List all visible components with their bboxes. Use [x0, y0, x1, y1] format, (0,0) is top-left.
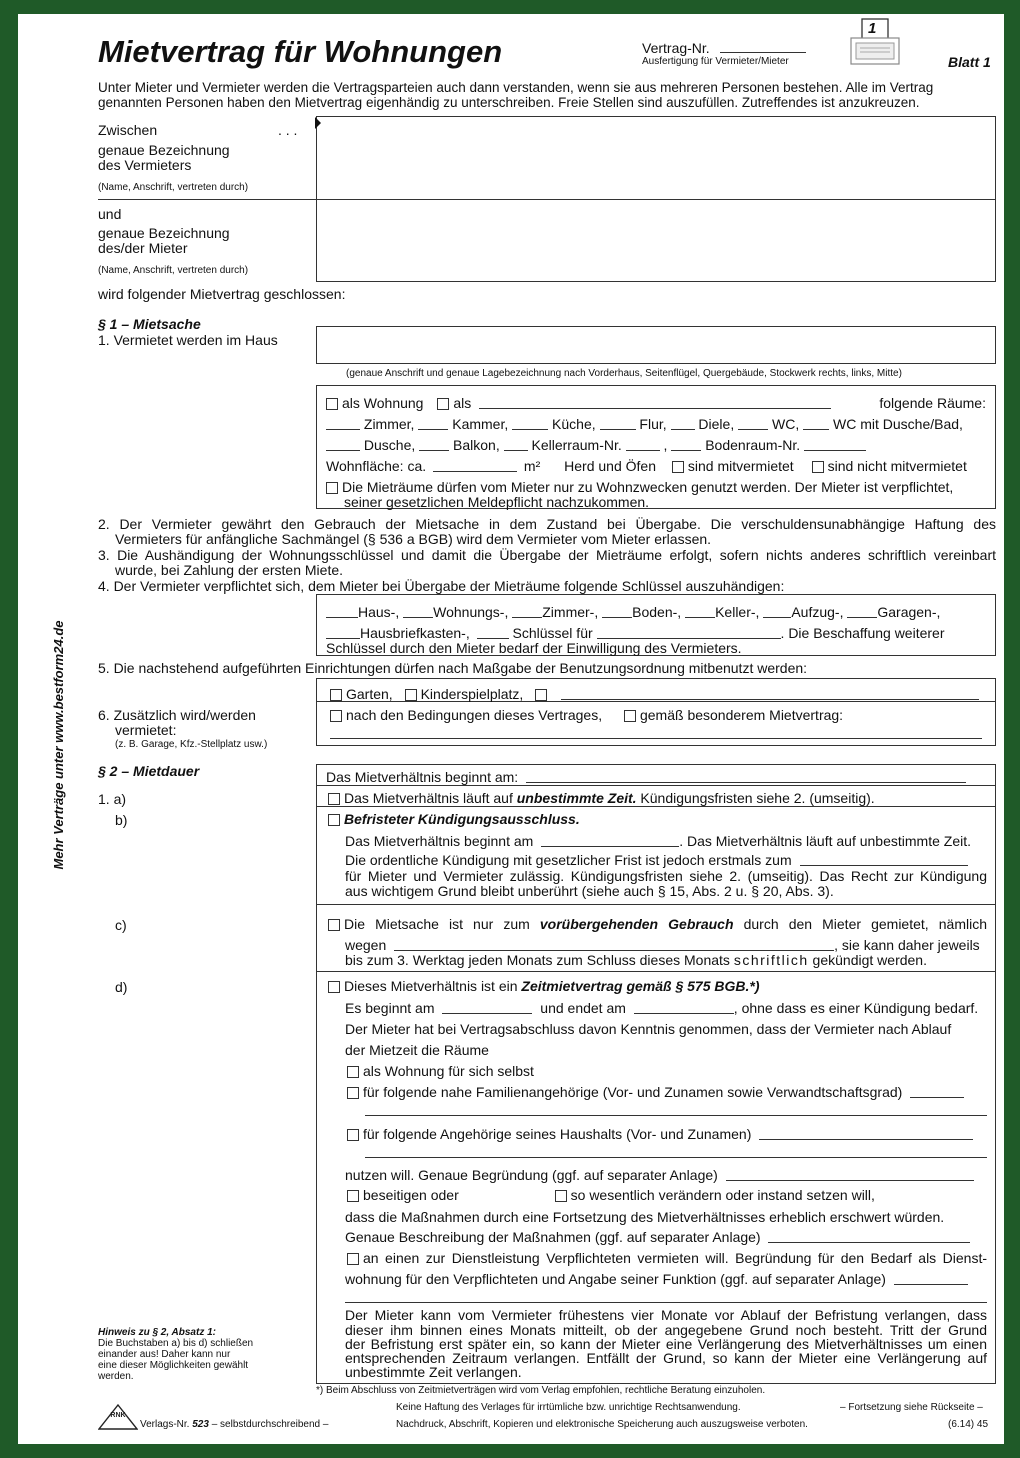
rooms-row-3: Dusche, Balkon, Kellerraum-Nr. , Bodenraum-Nr.	[326, 437, 866, 453]
intro-line-2: genannten Personen haben den Mietvertrag eigenhändig zu unterschreiben. Freie Stellen sind auszufüllen. Zutreffendes ist anzukreuzen.	[98, 95, 920, 110]
option-d-line-2: Es beginnt am und endet am , ohne dass es einer Kündigung bedarf.	[345, 1000, 979, 1016]
footer-haftung: Keine Haftung des Verlages für irrtümliche bzw. unrichtige Rechtsanwendung.	[396, 1402, 741, 1413]
option-b-line-2: Die ordentliche Kündigung mit gesetzlicher Frist ist jedoch erstmals zum	[345, 852, 968, 868]
vertrag-nr-field[interactable]	[720, 52, 806, 53]
section-2-heading: § 2 – Mietdauer	[98, 763, 200, 779]
option-c-row: Die Mietsache ist nur zum vorübergehenden Gebrauch durch den Mieter gemietet, nämlich	[328, 916, 987, 932]
rooms-row-2: Zimmer, Kammer, Küche, Flur, Diele, WC, WC mit Dusche/Bad,	[326, 416, 963, 432]
other-key-field[interactable]	[597, 627, 781, 639]
mieter-label-2: des/der Mieter	[98, 240, 188, 256]
section-1-heading: § 1 – Mietsache	[98, 316, 201, 332]
contract-sheet	[18, 14, 1004, 1444]
rooms-row-1: als Wohnung als folgende Räume:	[326, 395, 986, 411]
mietdauer-divider-1	[316, 785, 996, 786]
beginnt-label: Das Mietverhältnis beginnt am:	[326, 769, 966, 785]
facilities-row: Garten, Kinderspielplatz,	[330, 686, 979, 702]
als-wohnung-checkbox[interactable]	[326, 398, 338, 410]
option-c-checkbox[interactable]	[328, 919, 340, 931]
other-facility-field[interactable]	[561, 688, 979, 700]
mieter-note: (Name, Anschrift, vertreten durch)	[98, 265, 249, 276]
garten-checkbox[interactable]	[330, 689, 342, 701]
als-field[interactable]	[479, 397, 831, 409]
additional-field[interactable]	[330, 738, 982, 739]
befristung-para-1: Der Mieter kann vom Vermieter frühestens vier Monate vor Ablauf der Befristung verlangen, dass	[345, 1307, 987, 1323]
haushalt-field[interactable]	[759, 1128, 973, 1140]
vermieter-label-2: des Vermieters	[98, 157, 192, 173]
option-c-line-3: bis zum 3. Werktag jeden Monats zum Schluss dieses Monats schriftlich gekündigt werden.	[345, 952, 927, 968]
garagen-key-field[interactable]	[847, 606, 877, 618]
kinderspielplatz-checkbox[interactable]	[405, 689, 417, 701]
hint-line-4: werden.	[98, 1371, 134, 1382]
s1-item-4: 4. Der Vermieter verpflichtet sich, dem Mieter bei Übergabe der Mieträume folgende Schlüssel auszuhändigen:	[98, 578, 785, 594]
veraendern-checkbox[interactable]	[555, 1190, 567, 1202]
address-note: (genaue Anschrift und genaue Lagebezeichnung nach Vorderhaus, Seitenflügel, Quergebäude, Stockwerk rechts, links, Mitte)	[346, 368, 902, 379]
flur-field[interactable]	[600, 418, 636, 430]
option-b-checkbox[interactable]	[328, 814, 340, 826]
ausfertigung-note: Ausfertigung für Vermieter/Mieter	[642, 56, 789, 67]
logo-letter-r: RNK	[110, 1412, 126, 1419]
option-d-beschreibung: Genaue Beschreibung der Maßnahmen (ggf. auf separater Anlage)	[345, 1229, 970, 1245]
hint-line-1: Die Buchstaben a) bis d) schließen	[98, 1338, 254, 1349]
option-b-label: b)	[115, 812, 128, 828]
balkon-field[interactable]	[419, 439, 449, 451]
mietdauer-divider-4	[316, 971, 996, 972]
wohnungs-key-field[interactable]	[403, 606, 433, 618]
contract-closing: wird folgender Mietvertrag geschlossen:	[98, 286, 346, 302]
other-key-count-field[interactable]	[477, 627, 509, 639]
address-field[interactable]	[316, 326, 996, 364]
befristung-para-4: entsprechenden Zeitraum verlangen. Entfällt der Grund, so kann der Mieter eine Verlängerung auf	[345, 1350, 987, 1366]
wc-field[interactable]	[738, 418, 768, 430]
zimmer-key-field[interactable]	[512, 606, 542, 618]
option-d-line-3: Der Mieter hat bei Vertragsabschluss davon Kenntnis genommen, dass der Vermieter nach Ablauf	[345, 1021, 952, 1037]
nutzen-begruendung-field[interactable]	[726, 1169, 974, 1181]
zimmer-field[interactable]	[326, 418, 360, 430]
wohnflaeche-field[interactable]	[433, 460, 517, 472]
option-b-line-4: aus wichtigem Grund bleibt unberührt (siehe auch § 15, Abs. 2 u. § 20, Abs. 3).	[345, 883, 834, 899]
vertrag-nr-label: Vertrag-Nr.	[642, 40, 710, 56]
hausbrief-key-field[interactable]	[326, 627, 360, 639]
option-d-opt-1: als Wohnung für sich selbst	[347, 1063, 534, 1079]
hint-line-3: eine dieser Möglichkeiten gewählt	[98, 1360, 249, 1371]
familie-field[interactable]	[910, 1086, 964, 1098]
option-d-nutzen: nutzen will. Genaue Begründung (ggf. auf separater Anlage)	[345, 1167, 974, 1183]
parties-divider	[98, 199, 996, 200]
wohnzweck-checkbox[interactable]	[326, 482, 338, 494]
option-a-label: 1. a)	[98, 791, 127, 807]
option-d-opt-3: für folgende Angehörige seines Haushalts (Vor- und Zunamen)	[347, 1126, 973, 1142]
copy-stamp-icon	[848, 18, 902, 68]
familie-field-line-2[interactable]	[365, 1115, 987, 1116]
option-d-row: Dieses Mietverhältnis ist ein Zeitmietvertrag gemäß § 575 BGB.*)	[328, 978, 760, 994]
dienst-begruendung-field[interactable]	[894, 1273, 968, 1285]
option-c-label: c)	[115, 917, 127, 933]
option-d-line-4: der Mietzeit die Räume	[345, 1042, 489, 1058]
nach-bedingungen-checkbox[interactable]	[330, 710, 342, 722]
beseitigen-checkbox[interactable]	[347, 1190, 359, 1202]
option-d-checkbox[interactable]	[328, 981, 340, 993]
befristung-para-3: der Befristung erst später ein, so kann der Mieter eine Verlängerung des Mietverhältnisses um einen	[345, 1336, 987, 1352]
footer-version: (6.14) 45	[948, 1419, 989, 1430]
haushalt-checkbox[interactable]	[347, 1129, 359, 1141]
diele-field[interactable]	[671, 418, 695, 430]
und-label: und	[98, 206, 122, 222]
mitvermietet-checkbox[interactable]	[672, 461, 684, 473]
footer-fortsetzung: – Fortsetzung siehe Rückseite –	[840, 1402, 983, 1413]
s1-item-3-line-1: 3. Die Aushändigung der Wohnungsschlüssel und damit die Übergabe der Mieträume erfolgt, sofern nichts anderes schriftlich vereinbart	[98, 547, 996, 563]
wohnzweck-row: Die Mieträume dürfen vom Mieter nur zu Wohnzwecken genutzt werden. Der Mieter ist verpflichtet,	[326, 479, 953, 495]
option-a-row: Das Mietverhältnis läuft auf unbestimmte Zeit. Kündigungsfristen siehe 2. (umseitig).	[328, 790, 875, 806]
massnahmen-beschreibung-field[interactable]	[768, 1231, 970, 1243]
hint-line-2: einander aus! Daher kann nur	[98, 1349, 231, 1360]
s1-item-6-line-2: vermietet:	[115, 722, 177, 738]
zwischen-dots: . . .	[278, 122, 298, 138]
mietdauer-divider-3	[316, 904, 996, 905]
s1-item-6-line-1: 6. Zusätzlich wird/werden	[98, 707, 256, 723]
option-b-start-field[interactable]	[541, 835, 679, 847]
vermieter-note: (Name, Anschrift, vertreten durch)	[98, 182, 249, 193]
bodenraum-field[interactable]	[671, 439, 701, 451]
dienst-field-line-2[interactable]	[345, 1302, 987, 1303]
option-d-dienst-row: an einen zur Dienstleistung Verpflichteten vermieten will. Begründung für den Bedarf als Dienst-	[347, 1250, 987, 1266]
option-c-line-2: wegen , sie kann daher jeweils	[345, 937, 980, 953]
intro-line-1: Unter Mieter und Vermieter werden die Vertragsparteien auch dann verstanden, wenn sie aus mehreren Personen bestehen. Alle im Vertrag	[98, 80, 934, 95]
boden-key-field[interactable]	[602, 606, 632, 618]
sidebar-website-note: Mehr Verträge unter www.bestform24.de	[51, 620, 66, 870]
familie-checkbox[interactable]	[347, 1087, 359, 1099]
option-d-dienst-line-2: wohnung für den Verpflichteten und Angabe seiner Funktion (ggf. auf separater Anlage)	[345, 1271, 968, 1287]
mieter-label-1: genaue Bezeichnung	[98, 225, 230, 241]
option-b-kuendigung-field[interactable]	[800, 854, 968, 866]
option-d-massnahmen: dass die Maßnahmen durch eine Fortsetzung des Mietverhältnisses erheblich erschwert würden.	[345, 1209, 945, 1225]
option-a-checkbox[interactable]	[328, 793, 340, 805]
s1-item-2-line-2: Vermieters für anfängliche Sachmängel (§ 536 a BGB) wird dem Vermieter vom Mieter erlassen.	[115, 531, 712, 547]
keys-line-3: Schlüssel durch den Mieter bedarf der Einwilligung des Vermieters.	[326, 640, 742, 656]
option-b-row: Befristeter Kündigungsausschluss.	[328, 811, 580, 827]
zwischen-label: Zwischen	[98, 122, 158, 138]
footnote: *) Beim Abschluss von Zeitmietverträgen wird vom Verlag empfohlen, rechtliche Beratung einzuholen.	[316, 1385, 766, 1396]
keys-row-1: Haus-, Wohnungs-, Zimmer-, Boden-, Keller-, Aufzug-, Garagen-,	[326, 604, 940, 620]
hint-title: Hinweis zu § 2, Absatz 1:	[98, 1327, 216, 1338]
s1-item-3-line-2: wurde, bei Zahlung der ersten Miete.	[115, 562, 344, 578]
haushalt-field-line-2[interactable]	[365, 1157, 987, 1158]
mieter-field[interactable]	[320, 203, 992, 279]
dusche-field[interactable]	[326, 439, 360, 451]
option-d-beseitigen-row: beseitigen oder so wesentlich verändern oder instand setzen will,	[347, 1187, 875, 1203]
option-b-line-1: Das Mietverhältnis beginnt am . Das Mietverhältnis läuft auf unbestimmte Zeit.	[345, 833, 971, 849]
kellerraum-field[interactable]	[504, 439, 528, 451]
vermieter-label-1: genaue Bezeichnung	[98, 142, 230, 158]
option-d-opt-2: für folgende nahe Familienangehörige (Vor- und Zunamen sowie Verwandtschaftsgrad)	[347, 1084, 964, 1100]
footer-verlags-nr: Verlags-Nr. 523 – selbstdurchschreibend –	[140, 1419, 329, 1430]
option-b-line-3: für Mieter und Vermieter zulässig. Kündigungsfristen siehe 2. (umseitig). Das Recht zur Kündigung	[345, 868, 987, 884]
stamp-number: 1	[868, 20, 877, 37]
s1-item-2-line-1: 2. Der Vermieter gewährt den Gebrauch der Mietsache in dem Zustand bei Übergabe. Die verschuldensunabhängige Haftung des	[98, 516, 996, 532]
aufzug-key-field[interactable]	[763, 606, 791, 618]
s1-item-6-note: (z. B. Garage, Kfz.-Stellplatz usw.)	[115, 739, 268, 750]
page-title: Mietvertrag für Wohnungen	[98, 34, 503, 69]
footer-nachdruck: Nachdruck, Abschrift, Kopieren und elektronische Speicherung auch auszugsweise verboten.	[396, 1419, 808, 1430]
blatt-label: Blatt 1	[948, 54, 991, 70]
option-d-end-field[interactable]	[634, 1002, 734, 1014]
additional-row: nach den Bedingungen dieses Vertrages, gemäß besonderem Mietvertrag:	[330, 707, 843, 723]
als-checkbox[interactable]	[437, 398, 449, 410]
s1-item-1: 1. Vermietet werden im Haus	[98, 332, 278, 348]
wc-dusche-field[interactable]	[803, 418, 829, 430]
keller-key-field[interactable]	[685, 606, 715, 618]
beginnt-field[interactable]	[526, 771, 966, 783]
eigenbedarf-checkbox[interactable]	[347, 1066, 359, 1078]
haus-key-field[interactable]	[326, 606, 358, 618]
option-c-wegen-field[interactable]	[394, 939, 834, 951]
kueche-field[interactable]	[512, 418, 548, 430]
other-facility-checkbox[interactable]	[535, 689, 547, 701]
besonderer-vertrag-checkbox[interactable]	[624, 710, 636, 722]
kellerraum-nr-field[interactable]	[626, 439, 660, 451]
befristung-para-2: dieser ihm binnen eines Monats mitteilt, ob der angegebene Grund noch besteht. Tritt der Grund	[345, 1322, 987, 1338]
keys-row-2: Hausbriefkasten-, Schlüssel für . Die Beschaffung weiterer	[326, 625, 945, 641]
publisher-logo-icon	[98, 1404, 138, 1430]
rooms-row-4: Wohnfläche: ca. m² Herd und Öfen sind mitvermietet sind nicht mitvermietet	[326, 458, 967, 474]
befristung-para-5: unbestimmte Zeit verlangen.	[345, 1364, 522, 1380]
dienstwohnung-checkbox[interactable]	[347, 1253, 359, 1265]
bodenraum-nr-field[interactable]	[804, 439, 866, 451]
option-d-start-field[interactable]	[442, 1002, 532, 1014]
option-d-label: d)	[115, 979, 128, 995]
kammer-field[interactable]	[418, 418, 448, 430]
s1-item-5: 5. Die nachstehend aufgeführten Einrichtungen dürfen nach Maßgabe der Benutzungsordnung mitbenutzt werden:	[98, 660, 808, 676]
nicht-mitvermietet-checkbox[interactable]	[812, 461, 824, 473]
wohnzweck-line-2: seiner gesetzlichen Meldepflicht nachzukommen.	[344, 494, 650, 510]
mietdauer-divider-2	[316, 806, 996, 807]
vermieter-field[interactable]	[320, 120, 992, 196]
